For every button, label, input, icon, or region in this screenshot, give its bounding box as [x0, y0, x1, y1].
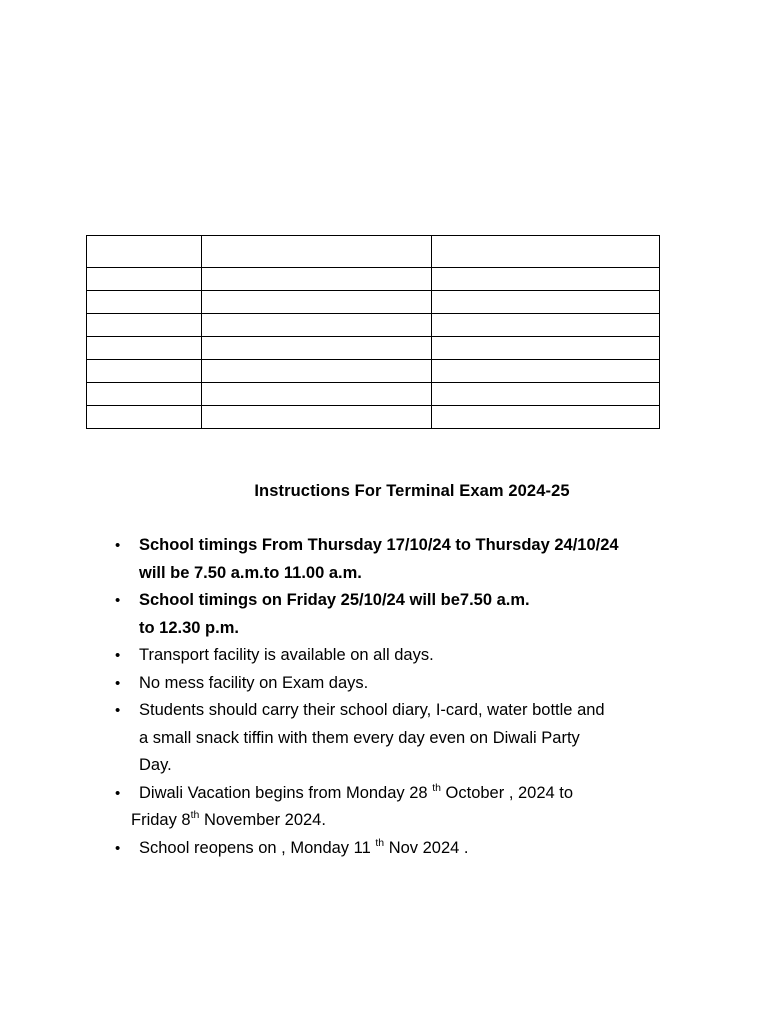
- list-item: [112, 532, 712, 587]
- instruction-text: Friday 8: [131, 811, 191, 829]
- list-item: [112, 780, 712, 835]
- table-cell: [87, 291, 202, 314]
- instruction-text: will be 7.50 a.m.to 11.00 a.m.: [139, 563, 362, 582]
- instruction-text: School timings From Thursday 17/10/24 to Thursday 24/10/24: [139, 536, 619, 554]
- table-row: [87, 383, 660, 406]
- ordinal-suffix: th: [190, 809, 200, 821]
- instructions-list: [112, 532, 712, 862]
- table-row: [87, 406, 660, 429]
- bullet-icon: •: [115, 674, 121, 692]
- instruction-text: to 12.30 p.m.: [139, 618, 239, 637]
- instruction-text: Students should carry their school diary, I-card, water bottle and: [139, 701, 605, 719]
- table-cell: [87, 383, 202, 406]
- ordinal-suffix: th: [432, 781, 441, 794]
- table-cell: [87, 406, 202, 429]
- table-cell: [87, 236, 202, 268]
- table-row: [87, 236, 660, 268]
- table-cell: [202, 406, 431, 429]
- table-cell: [202, 268, 431, 291]
- table-cell: [87, 314, 202, 337]
- table-row: [87, 337, 660, 360]
- table-cell: [431, 337, 659, 360]
- empty-grid-table: [86, 235, 660, 429]
- table-cell: [431, 314, 659, 337]
- list-item: [112, 670, 712, 698]
- list-item: [112, 587, 712, 642]
- bullet-icon: •: [115, 537, 121, 554]
- list-item: [112, 697, 712, 780]
- table-cell: [202, 360, 431, 383]
- table-row: [87, 268, 660, 291]
- instruction-text: a small snack tiffin with them every day even on Diwali Party: [139, 728, 580, 747]
- ordinal-suffix: th: [375, 836, 385, 849]
- list-item: [112, 835, 712, 863]
- bullet-icon: •: [115, 647, 121, 664]
- table-cell: [431, 268, 659, 291]
- instruction-text: October , 2024 to: [440, 783, 574, 802]
- bullet-icon: •: [115, 592, 121, 609]
- table-cell: [431, 360, 659, 383]
- instruction-text: November 2024.: [199, 811, 326, 829]
- bullet-icon: •: [115, 702, 121, 719]
- instruction-text: Transport facility is available on all days.: [139, 646, 434, 664]
- instruction-text: Diwali Vacation begins from Monday 28: [139, 783, 433, 802]
- table-cell: [202, 383, 431, 406]
- instruction-text: No mess facility on Exam days.: [139, 673, 369, 692]
- instruction-text: Nov 2024 .: [384, 838, 469, 857]
- table-cell: [87, 337, 202, 360]
- instructions-heading: Instructions For Terminal Exam 2024-25: [254, 482, 570, 500]
- table-cell: [202, 314, 431, 337]
- table-cell: [202, 291, 431, 314]
- instruction-text: School reopens on , Monday 11: [139, 838, 376, 857]
- instruction-continuation: [131, 811, 326, 829]
- table-cell: [87, 268, 202, 291]
- table-cell: [431, 291, 659, 314]
- table-row: [87, 314, 660, 337]
- bullet-icon: •: [115, 784, 121, 802]
- table-cell: [431, 383, 659, 406]
- instruction-text: Day.: [139, 756, 172, 774]
- table-cell: [87, 360, 202, 383]
- table-row: [87, 360, 660, 383]
- table-row: [87, 291, 660, 314]
- list-item: [112, 642, 712, 670]
- instruction-text: School timings on Friday 25/10/24 will be7.50 a.m.: [139, 591, 530, 609]
- table-cell: [431, 406, 659, 429]
- table-cell: [202, 236, 431, 268]
- table-cell: [431, 236, 659, 268]
- table-cell: [202, 337, 431, 360]
- bullet-icon: •: [115, 839, 121, 857]
